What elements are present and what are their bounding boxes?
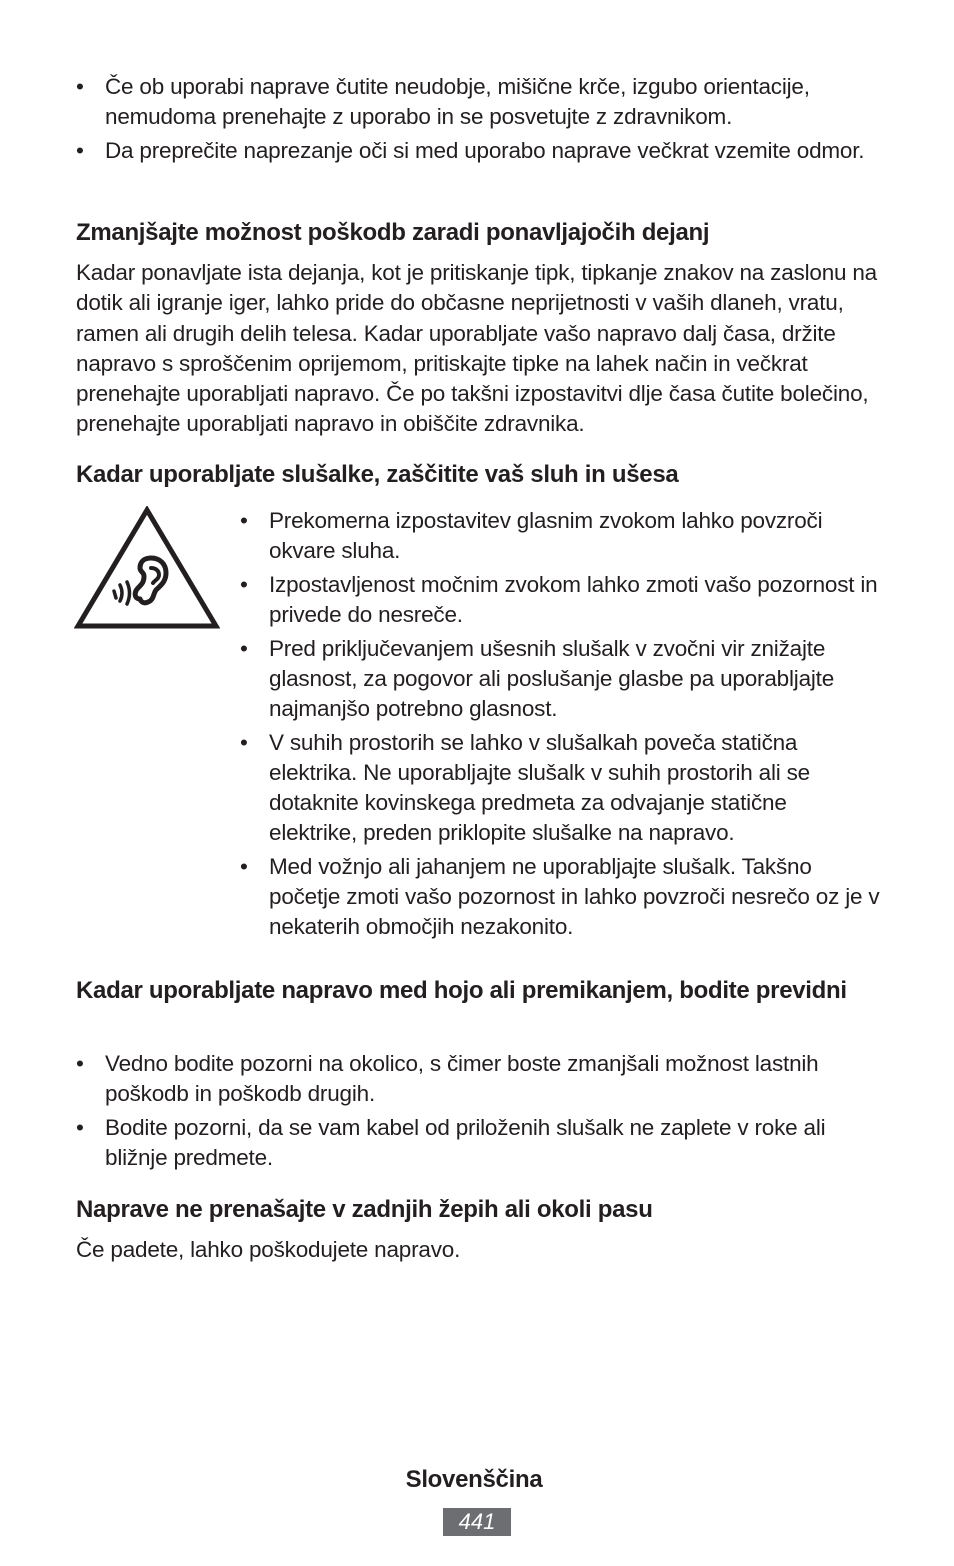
list-item: • Vedno bodite pozorni na okolico, s čimer boste zmanjšali možnost lastnih poškodb in poškodb drugih.: [76, 1049, 882, 1109]
list-item: • Prekomerna izpostavitev glasnim zvokom lahko povzroči okvare sluha.: [240, 506, 880, 566]
section-body-repetitive: Kadar ponavljate ista dejanja, kot je pritiskanje tipk, tipkanje znakov na zaslonu na dotik ali igranje iger, lahko pride do občasne neprijetnosti v vaših dlaneh, vratu, ramen ali drugih delih telesa. Kadar uporabljate vašo napravo dalj časa, držite napravo s sproščenim oprijemom, pritiskajte tipke na lahek način in večkrat prenehajte uporabljati napravo. Če po takšni izpostavitvi dlje časa čutite bolečino, prenehajte uporabljati napravo in obiščite zdravnika.: [76, 260, 877, 437]
list-item: • Če ob uporabi naprave čutite neudobje, mišične krče, izgubo orientacije, nemudoma prenehajte z uporabo in se posvetujte z zdravnikom.: [76, 72, 882, 132]
intro-bullet-list: [76, 72, 882, 166]
list-item: • Da preprečite naprezanje oči si med uporabo naprave večkrat vzemite odmor.: [76, 136, 882, 166]
headphones-bullet-list: [240, 506, 880, 946]
section-body-pockets: Če padete, lahko poškodujete napravo.: [76, 1237, 461, 1262]
hearing-warning-icon: [74, 506, 220, 630]
list-item: • Izpostavljenost močnim zvokom lahko zmoti vašo pozornost in privede do nesreče.: [240, 570, 880, 630]
list-item: • Pred priključevanjem ušesnih slušalk v zvočni vir znižajte glasnost, za pogovor ali poslušanje glasbe pa uporabljajte najmanjšo potrebno glasnost.: [240, 634, 880, 724]
list-item: • Med vožnjo ali jahanjem ne uporabljajte slušalk. Takšno početje zmoti vašo pozornost in lahko povzroči nesrečo oz je v nekaterih območjih nezakonito.: [240, 852, 880, 942]
list-item: • V suhih prostorih se lahko v slušalkah poveča statična elektrika. Ne uporabljajte slušalk v suhih prostorih ali se dotaknite kovinskega predmeta za odvajanje statične elektrike, preden priklopite slušalke na napravo.: [240, 728, 880, 848]
footer-language: Slovenščina: [405, 1466, 543, 1493]
section-heading-walking: Kadar uporabljate napravo med hojo ali premikanjem, bodite previdni: [76, 977, 847, 1004]
page-number: 441: [443, 1508, 511, 1536]
section-heading-pockets: Naprave ne prenašajte v zadnjih žepih ali okoli pasu: [76, 1196, 653, 1223]
section-heading-headphones: Kadar uporabljate slušalke, zaščitite vaš sluh in ušesa: [76, 461, 679, 488]
list-item: • Bodite pozorni, da se vam kabel od priloženih slušalk ne zaplete v roke ali bližnje predmete.: [76, 1113, 882, 1173]
manual-page: [76, 72, 882, 1262]
walking-bullet-list: [76, 1049, 882, 1177]
section-heading-repetitive: Zmanjšajte možnost poškodb zaradi ponavljajočih dejanj: [76, 219, 710, 246]
